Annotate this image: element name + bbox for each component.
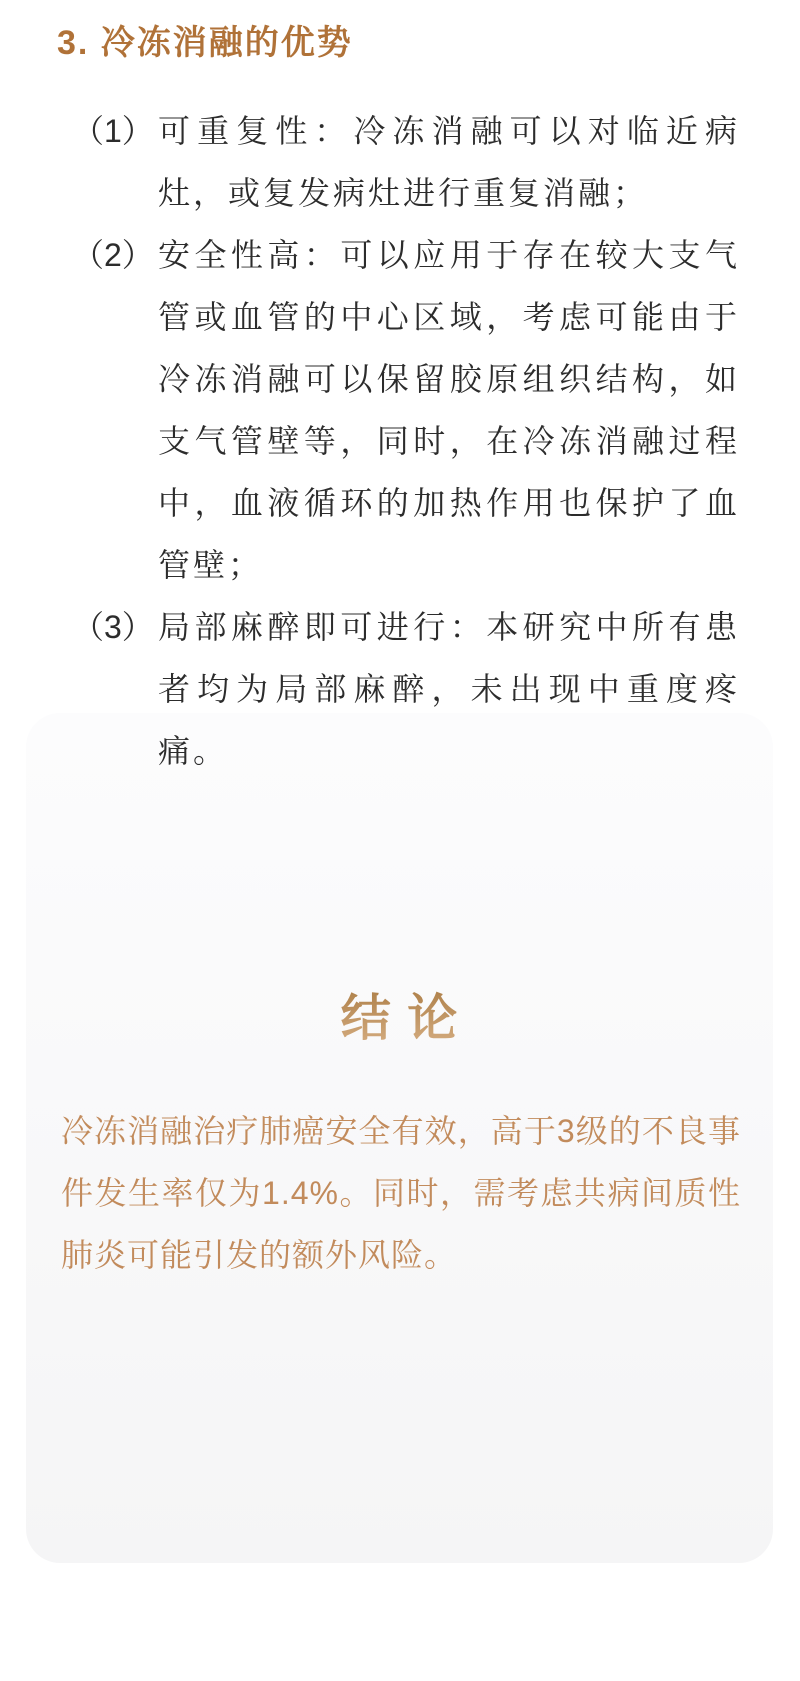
- item-text: 安全性高：可以应用于存在较大支气管或血管的中心区域，考虑可能由于冷冻消融可以保留胶原组织结构，如支气管壁等，同时，在冷冻消融过程中，血液循环的加热作用也保护了血管壁；: [158, 237, 740, 583]
- conclusion-paragraph: 冷冻消融治疗肺癌安全有效，高于3级的不良事件发生率仅为1.4%。同时，需考虑共病间质性肺炎可能引发的额外风险。: [61, 1113, 741, 1273]
- item-number: （1）: [72, 113, 154, 149]
- item-number: （2）: [72, 237, 154, 273]
- section-heading: 3. 冷冻消融的优势: [57, 24, 353, 62]
- conclusion-title-wrap: [0, 980, 800, 1069]
- advantages-list: [72, 100, 740, 782]
- conclusion-title: 结 论: [341, 980, 460, 1056]
- list-item: [72, 224, 740, 596]
- list-item: [72, 596, 740, 782]
- list-item: [72, 100, 740, 224]
- item-text: 可重复性：冷冻消融可以对临近病灶，或复发病灶进行重复消融；: [158, 113, 740, 211]
- item-text: 局部麻醉即可进行：本研究中所有患者均为局部麻醉，未出现中重度疼痛。: [158, 609, 740, 769]
- item-number: （3）: [72, 609, 154, 645]
